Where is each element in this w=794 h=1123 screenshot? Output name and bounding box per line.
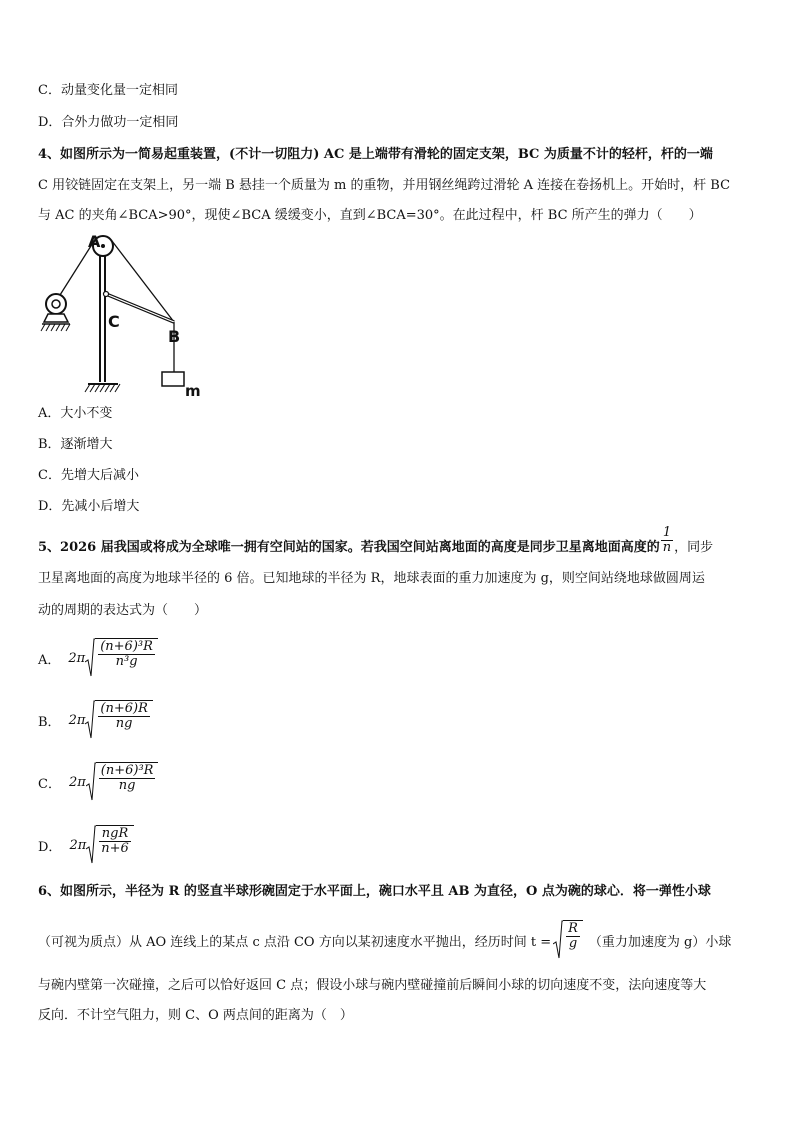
- q6-line2-post: （重力加速度为 g）小球: [588, 934, 732, 950]
- q6-stem-line4: 反向．不计空气阻力，则 C、O 两点间的距离为（ ）: [38, 1008, 353, 1023]
- q5-frac-num: 1: [661, 526, 673, 541]
- q5-fraction: [661, 526, 673, 555]
- crane-figure: [38, 232, 208, 402]
- q5-stem-line1: [38, 525, 714, 555]
- q5-option-a: [38, 638, 158, 678]
- q5-opt-a-label: A．: [38, 652, 61, 668]
- q5-opt-a-sqrt: [85, 638, 158, 678]
- q6-stem-line2: [38, 920, 731, 960]
- mass-block: [162, 372, 184, 386]
- q5-line1-post: ，同步: [674, 540, 714, 555]
- q4-option-c: C．先增大后减小: [38, 468, 139, 483]
- q5-option-d: [38, 825, 134, 865]
- q5-opt-d-den: n+6: [101, 841, 129, 856]
- q5-opt-d-coef: 2π: [69, 837, 87, 853]
- q4-stem-line2: C 用铰链固定在支架上，另一端 B 悬挂一个质量为 m 的重物，并用钢丝绳跨过滑轮 A 连接在卷扬机上。开始时，杆 BC: [38, 178, 731, 193]
- figure-label-a: A: [88, 232, 101, 251]
- q6-stem-line1: 6、如图所示，半径为 R 的竖直半球形碗固定于水平面上，碗口水平且 AB 为直径，O 点为碗的球心．将一弹性小球: [38, 884, 711, 899]
- q5-stem-line3: 动的周期的表达式为（ ）: [38, 603, 208, 618]
- q6-t-den: g: [568, 936, 578, 951]
- winch: [46, 294, 66, 314]
- q5-opt-a-coef: 2π: [68, 650, 86, 666]
- q5-opt-c-sqrt: [86, 762, 159, 802]
- q5-opt-d-label: D．: [38, 839, 62, 855]
- q4-stem-line1: 4、如图所示为一简易起重装置，(不计一切阻力) AC 是上端带有滑轮的固定支架，BC 为质量不计的轻杆，杆的一端: [38, 147, 713, 162]
- q5-opt-b-num: (n+6)R: [100, 701, 148, 716]
- q3-option-d: D．合外力做功一定相同: [38, 115, 179, 130]
- q5-opt-b-coef: 2π: [68, 712, 86, 728]
- q5-option-b: [38, 700, 153, 740]
- q5-opt-c-label: C．: [38, 776, 61, 792]
- q3-option-c: C．动量变化量一定相同: [38, 83, 178, 98]
- q5-opt-d-sqrt: [86, 825, 134, 865]
- q6-time-sqrt: [553, 920, 583, 960]
- q5-opt-a-num: (n+6)³R: [100, 639, 153, 654]
- q5-opt-c-coef: 2π: [68, 774, 86, 790]
- q5-frac-den: n: [662, 540, 672, 555]
- q6-stem-line3: 与碗内壁第一次碰撞，之后可以恰好返回 C 点；假设小球与碗内壁碰撞前后瞬间小球的切向速度不变，法向速度等大: [38, 978, 707, 993]
- q5-opt-c-num: (n+6)³R: [100, 763, 154, 778]
- q5-opt-b-den: ng: [115, 716, 133, 731]
- q5-line1-pre: 5、2026 届我国或将成为全球唯一拥有空间站的国家。若我国空间站离地面的高度是同步卫星离地面高度的: [38, 540, 660, 555]
- q6-line2-pre: （可视为质点）从 AO 连线上的某点 c 点沿 CO 方向以某初速度水平抛出，经历时间 t =: [38, 934, 552, 950]
- figure-label-c: C: [108, 312, 120, 331]
- q4-stem-line3: 与 AC 的夹角∠BCA>90°，现使∠BCA 缓缓变小，直到∠BCA=30°。在此过程中，杆 BC 所产生的弹力（ ）: [38, 208, 702, 223]
- figure-label-b: B: [168, 327, 181, 346]
- q6-t-num: R: [568, 921, 578, 936]
- q5-opt-c-den: ng: [118, 778, 136, 793]
- q5-opt-b-label: B．: [38, 714, 61, 730]
- q5-opt-b-sqrt: [85, 700, 152, 740]
- figure-label-m: m: [185, 382, 201, 400]
- q4-option-b: B．逐渐增大: [38, 437, 113, 452]
- q5-stem-line2: 卫星离地面的高度为地球半径的 6 倍。已知地球的半径为 R，地球表面的重力加速度为 g，则空间站绕地球做圆周运: [38, 571, 705, 586]
- q5-option-c: [38, 762, 158, 802]
- q5-opt-a-den: n³g: [115, 654, 138, 669]
- q4-option-a: A．大小不变: [38, 406, 113, 421]
- q5-opt-d-num: ngR: [99, 827, 131, 842]
- q4-option-d: D．先减小后增大: [38, 499, 140, 514]
